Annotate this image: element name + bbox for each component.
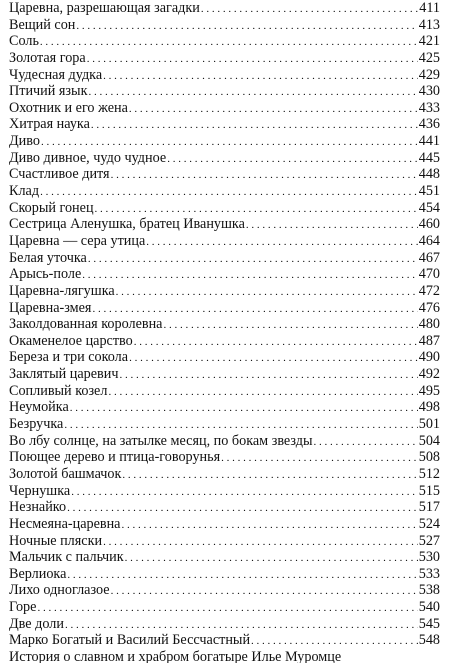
toc-entry-title: Береза и три сокола bbox=[9, 349, 129, 366]
toc-entry-page-number: 430 bbox=[418, 83, 440, 100]
dot-leader bbox=[251, 633, 418, 649]
toc-entry-page-number: 429 bbox=[418, 66, 440, 83]
toc-entry-page-number: 533 bbox=[418, 565, 440, 582]
toc-entry-title: Белая уточка bbox=[9, 249, 87, 266]
toc-entry bbox=[9, 283, 440, 300]
toc-entry bbox=[9, 216, 440, 233]
toc-entry bbox=[9, 83, 440, 100]
toc-entry-page-number: 445 bbox=[418, 149, 440, 166]
toc-entry-title: Золотая гора bbox=[9, 49, 86, 66]
toc-entry-title: Во лбу солнце, на затылке месяц, по бокам звезды bbox=[9, 432, 313, 449]
dot-leader bbox=[201, 1, 418, 17]
toc-entry-title: Верлиока bbox=[9, 565, 67, 582]
dot-leader bbox=[91, 117, 418, 133]
toc-entry bbox=[9, 349, 440, 366]
dot-leader bbox=[41, 134, 418, 150]
toc-entry-page-number: 451 bbox=[418, 183, 440, 200]
dot-leader bbox=[67, 567, 417, 583]
toc-entry-page-number: 504 bbox=[418, 432, 440, 449]
toc-entry bbox=[9, 632, 440, 649]
toc-entry-page-number: 460 bbox=[418, 216, 440, 233]
toc-entry-page-number: 413 bbox=[418, 16, 440, 33]
dot-leader bbox=[95, 201, 418, 217]
dot-leader bbox=[119, 367, 417, 383]
toc-entry-title: Вещий сон bbox=[9, 16, 76, 33]
dot-leader bbox=[76, 18, 417, 34]
toc-entry-page-number: 464 bbox=[418, 232, 440, 249]
toc-entry-title: Счастливое дитя bbox=[9, 166, 110, 183]
toc-entry-page-number: 425 bbox=[418, 49, 440, 66]
toc-entry bbox=[9, 499, 440, 516]
dot-leader bbox=[134, 334, 418, 350]
toc-entry bbox=[9, 333, 440, 350]
toc-entry-page-number: 508 bbox=[418, 449, 440, 466]
toc-entry-page-number: 433 bbox=[418, 99, 440, 116]
dot-leader bbox=[116, 284, 418, 300]
dot-leader bbox=[125, 550, 418, 566]
dot-leader bbox=[82, 267, 417, 283]
toc-entry-page-number: 480 bbox=[418, 316, 440, 333]
toc-entry bbox=[9, 383, 440, 400]
toc-entry bbox=[9, 399, 440, 416]
toc-entry bbox=[9, 166, 440, 183]
toc-entry-title: Сопливый козел bbox=[9, 382, 108, 399]
toc-entry-page-number: 495 bbox=[418, 382, 440, 399]
toc-entry-page-number: 492 bbox=[418, 366, 440, 383]
toc-entry-page-number: 436 bbox=[418, 116, 440, 133]
dot-leader bbox=[108, 384, 417, 400]
toc-entry-page-number: 512 bbox=[418, 465, 440, 482]
toc-entry-title: Заклятый царевич bbox=[9, 366, 119, 383]
toc-entry-title: Царевна — сера утица bbox=[9, 232, 146, 249]
toc-entry-title: Чудесная дудка bbox=[9, 66, 103, 83]
dot-leader bbox=[167, 151, 418, 167]
dot-leader bbox=[221, 450, 418, 466]
dot-leader bbox=[64, 417, 417, 433]
toc-entry-title: Диво bbox=[9, 133, 40, 150]
toc-entry bbox=[9, 416, 440, 433]
dot-leader bbox=[103, 68, 418, 84]
dot-leader bbox=[65, 617, 418, 633]
dot-leader bbox=[70, 400, 418, 416]
toc-entry bbox=[9, 466, 440, 483]
toc-entry bbox=[9, 67, 440, 84]
toc-entry-title: Безручка bbox=[9, 416, 64, 433]
dot-leader bbox=[88, 251, 418, 267]
toc-entry-title: Царевна, разрешающая загадки bbox=[9, 0, 200, 16]
toc-entry-title: Две доли bbox=[9, 615, 64, 632]
toc-entry-title: Царевна-лягушка bbox=[9, 282, 115, 299]
toc-entry-page-number: 490 bbox=[418, 349, 440, 366]
dot-leader bbox=[163, 317, 417, 333]
toc-entry-title: Марко Богатый и Василий Бессчастный bbox=[9, 632, 251, 649]
toc-entry bbox=[9, 17, 440, 34]
toc-entry bbox=[9, 100, 440, 117]
toc-entry bbox=[9, 366, 440, 383]
toc-entry bbox=[9, 316, 440, 333]
toc-entry bbox=[9, 566, 440, 583]
toc-entry-title: Окаменелое царство bbox=[9, 332, 133, 349]
toc-entry-title: Мальчик с пальчик bbox=[9, 549, 124, 566]
toc-entry bbox=[9, 549, 440, 566]
dot-leader bbox=[88, 84, 417, 100]
toc-entry bbox=[9, 133, 440, 150]
table-of-contents bbox=[9, 0, 440, 663]
toc-entry-title: Скорый гонец bbox=[9, 199, 94, 216]
toc-entry-page-number: 470 bbox=[418, 266, 440, 283]
dot-leader bbox=[129, 350, 418, 366]
toc-entry-title: Ночные пляски bbox=[9, 532, 103, 549]
toc-entry-title: Хитрая наука bbox=[9, 116, 90, 133]
dot-leader bbox=[40, 34, 418, 50]
toc-entry-title: Диво дивное, чудо чудное bbox=[9, 149, 167, 166]
toc-entry-partial bbox=[9, 649, 440, 663]
toc-entry-page-number: 467 bbox=[418, 249, 440, 266]
dot-leader bbox=[146, 234, 417, 250]
toc-entry-page-number: 527 bbox=[418, 532, 440, 549]
toc-entry bbox=[9, 150, 440, 167]
toc-entry-title: Охотник и его жена bbox=[9, 99, 128, 116]
dot-leader bbox=[37, 600, 417, 616]
toc-entry-page-number: 548 bbox=[418, 632, 440, 649]
toc-entry-page-number: 448 bbox=[418, 166, 440, 183]
toc-entry-page-number: 524 bbox=[418, 515, 440, 532]
toc-entry-page-number: 498 bbox=[418, 399, 440, 416]
toc-entry bbox=[9, 116, 440, 133]
dot-leader bbox=[122, 467, 417, 483]
toc-entry-page-number: 538 bbox=[418, 582, 440, 599]
toc-entry bbox=[9, 183, 440, 200]
toc-entry-title: Поющее дерево и птица-говорунья bbox=[9, 449, 221, 466]
dot-leader bbox=[314, 434, 418, 450]
toc-entry bbox=[9, 449, 440, 466]
toc-entry-page-number: 515 bbox=[418, 482, 440, 499]
toc-entry-page-number: 454 bbox=[418, 199, 440, 216]
toc-entry bbox=[9, 616, 440, 633]
toc-entry-page-number: 476 bbox=[418, 299, 440, 316]
toc-entry bbox=[9, 433, 440, 450]
dot-leader bbox=[246, 217, 418, 233]
toc-entry-page-number: 441 bbox=[418, 133, 440, 150]
toc-entry-page-number: 530 bbox=[418, 549, 440, 566]
toc-entry-page-number: 411 bbox=[419, 0, 440, 16]
toc-entry bbox=[9, 599, 440, 616]
toc-entry-title: Соль bbox=[9, 33, 39, 50]
toc-entry-page-number: 421 bbox=[418, 33, 440, 50]
toc-entry-page-number: 501 bbox=[418, 416, 440, 433]
toc-entry-page-number: 545 bbox=[418, 615, 440, 632]
toc-entry-title: Золотой башмачок bbox=[9, 465, 122, 482]
dot-leader bbox=[111, 167, 418, 183]
toc-entry bbox=[9, 33, 440, 50]
toc-entry-title: Клад bbox=[9, 183, 40, 200]
toc-entry-title: Незнайко bbox=[9, 499, 67, 516]
toc-entry-title: Арысь-поле bbox=[9, 266, 82, 283]
toc-entry bbox=[9, 582, 440, 599]
dot-leader bbox=[129, 101, 418, 117]
toc-entry bbox=[9, 250, 440, 267]
dot-leader bbox=[40, 184, 418, 200]
toc-entry bbox=[9, 516, 440, 533]
toc-entry-page-number: 540 bbox=[418, 599, 440, 616]
toc-entry-title: Сестрица Аленушка, братец Иванушка bbox=[9, 216, 245, 233]
toc-entry-title: Горе bbox=[9, 599, 37, 616]
toc-entry-page-number: 487 bbox=[418, 332, 440, 349]
dot-leader bbox=[87, 51, 418, 67]
toc-entry bbox=[9, 300, 440, 317]
toc-entry-page-number: 472 bbox=[418, 282, 440, 299]
toc-entry-title: Птичий язык bbox=[9, 83, 88, 100]
dot-leader bbox=[67, 500, 418, 516]
toc-entry bbox=[9, 200, 440, 217]
toc-entry-title: Несмеяна-царевна bbox=[9, 515, 121, 532]
toc-entry-page-number: 517 bbox=[418, 499, 440, 516]
toc-entry bbox=[9, 0, 440, 17]
toc-entry bbox=[9, 50, 440, 67]
toc-entry bbox=[9, 533, 440, 550]
toc-entry-title: Чернушка bbox=[9, 482, 71, 499]
toc-entry-title: Лихо одноглазое bbox=[9, 582, 110, 599]
dot-leader bbox=[71, 484, 418, 500]
toc-entry-title: История о славном и храбром богатыре Илье Муромце bbox=[9, 648, 342, 663]
toc-entry-title: Царевна-змея bbox=[9, 299, 92, 316]
toc-entry bbox=[9, 233, 440, 250]
dot-leader bbox=[121, 517, 417, 533]
dot-leader bbox=[92, 301, 417, 317]
dot-leader bbox=[111, 583, 418, 599]
toc-entry bbox=[9, 483, 440, 500]
toc-entry-title: Заколдованная королевна bbox=[9, 316, 163, 333]
toc-entry-title: Неумойка bbox=[9, 399, 69, 416]
dot-leader bbox=[103, 534, 418, 550]
toc-entry bbox=[9, 266, 440, 283]
